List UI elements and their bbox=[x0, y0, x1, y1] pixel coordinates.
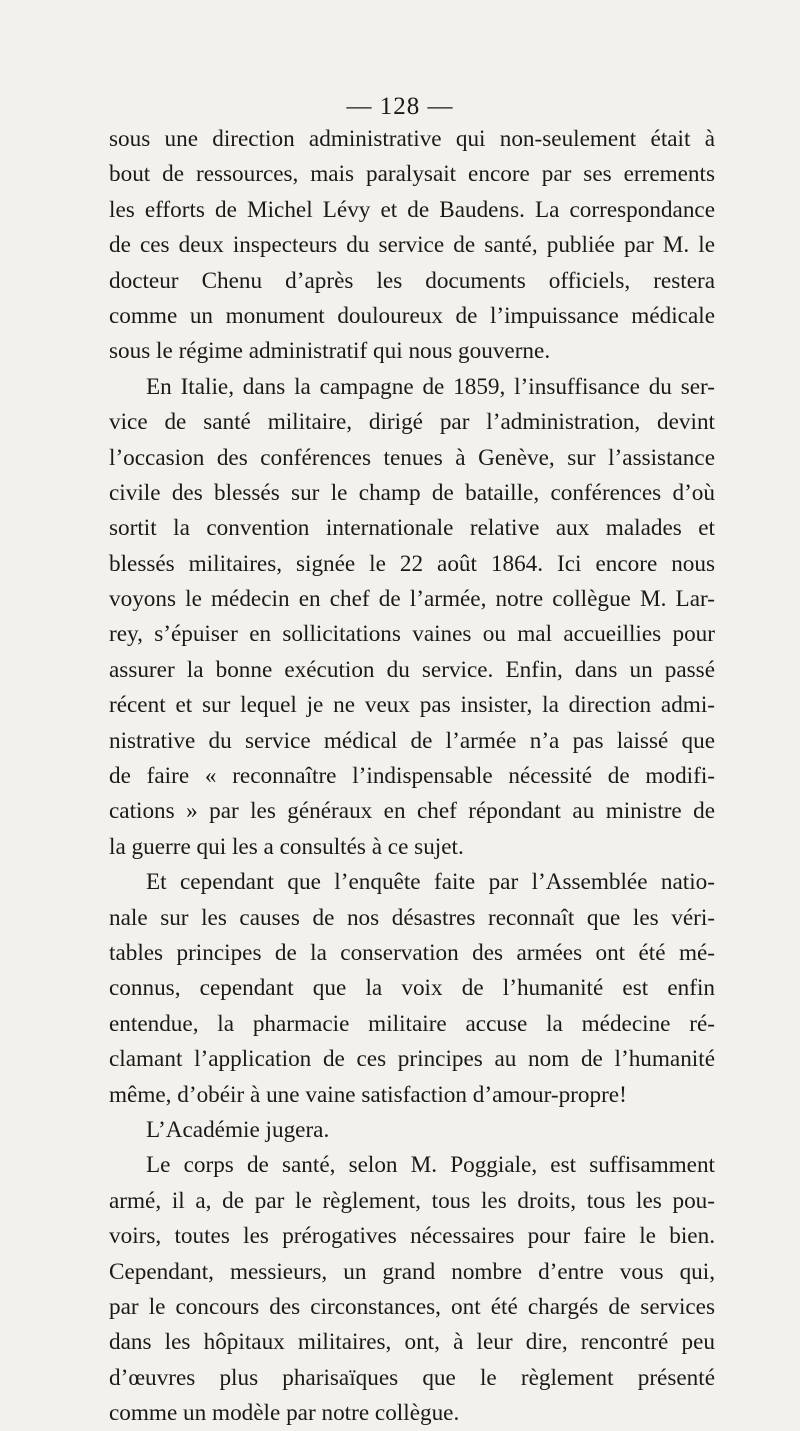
text-line: dans les hôpitaux militaires, ont, à leur dire, rencontré peu bbox=[109, 1329, 715, 1356]
text-line: d’œuvres plus pharisaïques que le règlement présenté bbox=[109, 1364, 715, 1391]
text-line: voirs, toutes les prérogatives nécessaires pour faire le bien. bbox=[109, 1223, 715, 1250]
text-line: de ces deux inspecteurs du service de santé, publiée par M. le bbox=[109, 232, 715, 259]
text-line: sortit la convention internationale relative aux malades et bbox=[109, 515, 715, 542]
text-line: Et cependant que l’enquête faite par l’Assemblée natio- bbox=[146, 869, 715, 896]
text-line: récent et sur lequel je ne veux pas insister, la direction admi- bbox=[109, 692, 715, 719]
text-line: comme un monument douloureux de l’impuissance médicale bbox=[109, 302, 715, 329]
text-line: l’occasion des conférences tenues à Genève, sur l’assistance bbox=[109, 444, 715, 471]
text-line: rey, s’épuiser en sollicitations vaines ou mal accueillies pour bbox=[109, 621, 715, 648]
text-line: Le corps de santé, selon M. Poggiale, est suffisamment bbox=[146, 1152, 715, 1179]
text-line: armé, il a, de par le règlement, tous les droits, tous les pou- bbox=[109, 1187, 715, 1214]
text-line: bout de ressources, mais paralysait encore par ses errements bbox=[109, 161, 715, 188]
text-line: L’Académie jugera. bbox=[146, 1116, 330, 1143]
text-line: voyons le médecin en chef de l’armée, notre collègue M. Lar- bbox=[109, 586, 715, 613]
text-line: tables principes de la conservation des armées ont été mé- bbox=[109, 939, 715, 966]
body-text bbox=[109, 122, 715, 1431]
text-line: civile des blessés sur le champ de bataille, conférences d’où bbox=[109, 479, 715, 506]
text-line: connus, cependant que la voix de l’humanité est enfin bbox=[109, 975, 715, 1002]
text-line: la guerre qui les a consultés à ce sujet. bbox=[109, 833, 464, 860]
text-line: même, d’obéir à une vaine satisfaction d’amour-propre! bbox=[109, 1081, 627, 1108]
text-line: nale sur les causes de nos désastres reconnaît que les véri- bbox=[109, 904, 715, 931]
text-line: vice de santé militaire, dirigé par l’administration, devint bbox=[109, 409, 715, 436]
text-line: entendue, la pharmacie militaire accuse la médecine ré- bbox=[109, 1010, 715, 1037]
page-number-header: — 128 — bbox=[346, 93, 454, 120]
text-line: les efforts de Michel Lévy et de Baudens. La correspondance bbox=[109, 196, 715, 223]
text-line: blessés militaires, signée le 22 août 1864. Ici encore nous bbox=[109, 550, 715, 577]
text-line: docteur Chenu d’après les documents officiels, restera bbox=[109, 267, 715, 294]
text-line: comme un modèle par notre collègue. bbox=[109, 1400, 460, 1427]
text-line: de faire « reconnaître l’indispensable nécessité de modifi- bbox=[109, 763, 715, 790]
text-line: sous une direction administrative qui non-seulement était à bbox=[109, 126, 715, 152]
text-line: clamant l’application de ces principes au nom de l’humanité bbox=[109, 1046, 715, 1073]
text-line: par le concours des circonstances, ont été chargés de services bbox=[109, 1293, 715, 1320]
text-line: nistrative du service médical de l’armée n’a pas laissé que bbox=[109, 727, 715, 754]
text-line: En Italie, dans la campagne de 1859, l’insuffisance du ser- bbox=[146, 373, 715, 400]
text-line: assurer la bonne exécution du service. Enfin, dans un passé bbox=[109, 656, 715, 683]
text-line: Cependant, messieurs, un grand nombre d’entre vous qui, bbox=[109, 1258, 715, 1285]
text-line: sous le régime administratif qui nous gouverne. bbox=[109, 338, 551, 365]
text-line: cations » par les généraux en chef répondant au ministre de bbox=[109, 798, 715, 825]
